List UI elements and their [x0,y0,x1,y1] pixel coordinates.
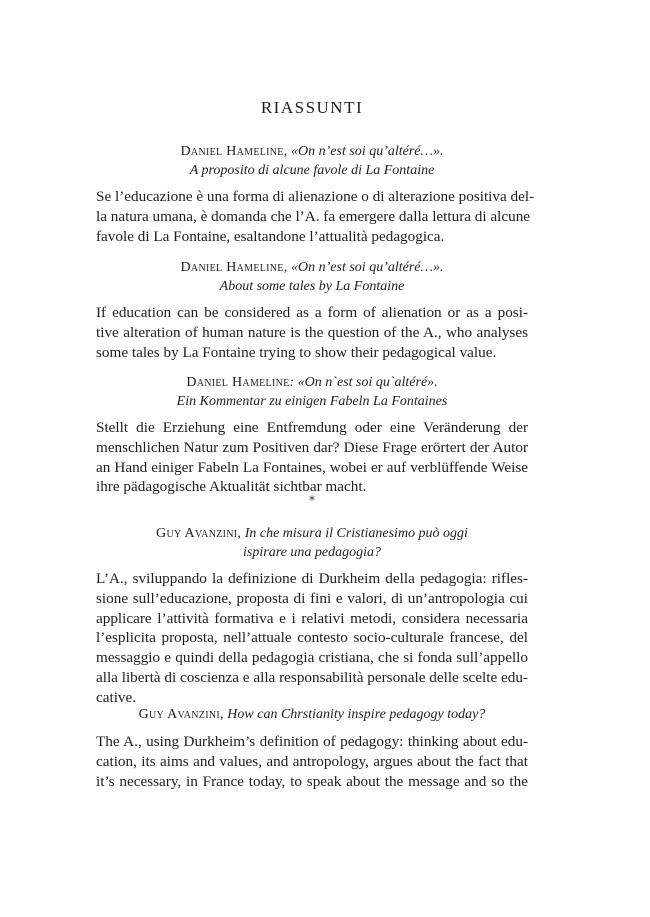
page-title: RIASSUNTI [260,98,364,117]
paragraph-line: The A., using Durkheim’s definition of pedagogy: thinking about edu- [96,733,528,750]
section-heading [96,142,528,180]
paragraph-line: ihre pädagogische Aktualität sichtbar macht. [96,478,367,496]
section-heading [96,524,528,562]
article-subtitle: A proposito di alcune favole di La Fontaine [189,163,435,178]
article-subtitle: About some tales by La Fontaine [219,279,405,294]
paragraph-line: applicare l’attività formativa e i relativi metodi, considera necessaria [96,609,528,627]
paragraph-line: sione sull’educazione, proposta di fini e valori, di un’antropologia cui [96,589,528,607]
author-name: Guy Avanzini, [156,526,242,541]
article-title: «On n’est soi qu’altéré…». [291,260,444,275]
paragraph-line: L’A., sviluppando la definizione di Durkheim della pedagogia: rifles- [96,570,528,587]
article-title: How can Chrstianity inspire pedagogy today? [227,707,486,722]
paragraph-line: menschlichen Natur zum Positiven dar? Diese Frage erörtert der Autor [96,438,528,456]
article-title: «On n’est soi qu’altéré…». [291,144,444,159]
heading-line-2 [96,392,528,411]
heading-line-1 [96,705,528,724]
paragraph-line: tive alteration of human nature is the question of the A., who analyses [96,323,528,341]
paragraph-line: Stellt die Erziehung eine Entfremdung oder eine Veränderung der [96,419,528,436]
paragraph-line: messaggio e quindi della pedagogia cristiana, che si fonda sull’appello [96,649,528,667]
paragraph-line: an Hand einiger Fabeln La Fontaines, wobei er auf verblüffende Weise [96,458,528,476]
author-name: Guy Avanzini, [138,707,224,722]
section-separator: * [309,494,315,507]
heading-line-2 [96,161,528,180]
author-name: Daniel Hameline, [180,144,288,159]
summary-paragraph [96,418,528,497]
paragraph-line: la natura umana, è domanda che l’A. fa emergere dalla lettura di alcune [96,207,531,225]
paragraph-line: alla libertà di coscienza e alla responsabilità personale delle scelte edu- [96,668,528,686]
heading-line-2 [96,543,528,562]
section-heading [96,373,528,411]
summary-paragraph [96,303,528,362]
paragraph-line: Se l’educazione è una forma di alienazione o di alterazione positiva del- [96,188,535,205]
heading-line-1 [96,258,528,277]
paragraph-line: favole di La Fontaine, esaltandone l’attualità pedagogica. [96,227,445,245]
paragraph-line: cative. [96,688,137,706]
author-name: Daniel Hameline [186,375,290,390]
article-title: : «On n`est soi qu`altéré». [289,375,438,390]
article-title: In che misura il Cristianesimo può oggi [244,526,468,541]
heading-line-1 [96,524,528,543]
heading-line-1 [96,142,528,161]
summary-paragraph [96,732,528,791]
paragraph-line: it’s necessary, in France today, to speak about the message and so the [96,772,528,790]
author-name: Daniel Hameline, [180,260,288,275]
summary-paragraph [96,187,535,246]
article-subtitle: ispirare una pedagogia? [243,545,381,560]
paragraph-line: If education can be considered as a form of alienation or as a posi- [96,304,528,321]
heading-line-1 [96,373,528,392]
paragraph-line: l’esplicita proposta, nell’attuale contesto socio-culturale francese, del [96,629,528,647]
paragraph-line: cation, its aims and values, and antropology, argues about the fact that [96,752,528,770]
summary-paragraph [96,569,528,708]
heading-line-2 [96,277,528,296]
section-heading [96,258,528,296]
paragraph-line: some tales by La Fontaine trying to show their pedagogical value. [96,343,497,361]
article-subtitle: Ein Kommentar zu einigen Fabeln La Fontaines [176,394,448,409]
section-heading [96,705,528,724]
